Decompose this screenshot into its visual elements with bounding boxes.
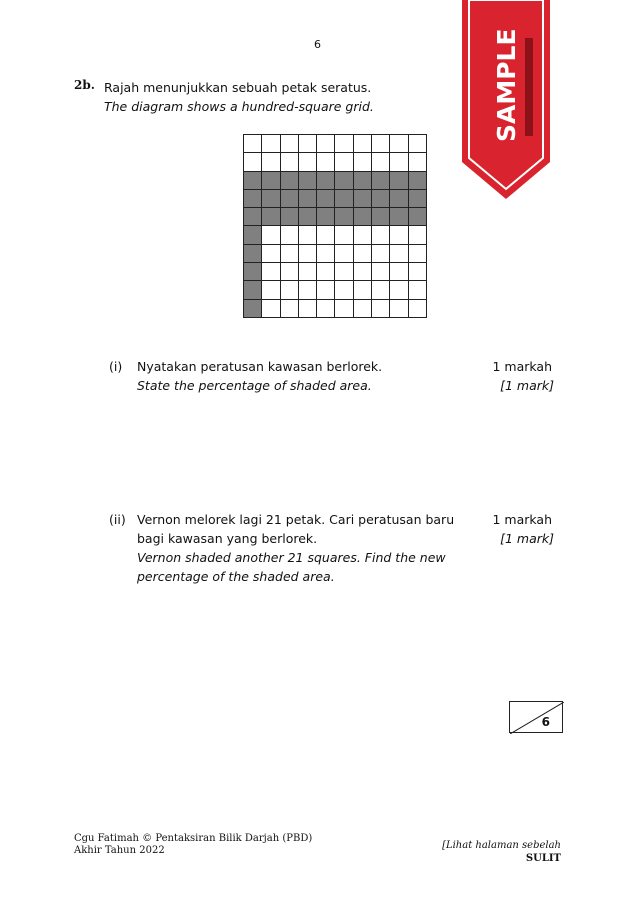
grid-cell: [390, 245, 408, 263]
footer-left-line1: Cgu Fatimah © Pentaksiran Bilik Darjah (PBD): [74, 833, 313, 844]
grid-cell: [317, 281, 335, 299]
grid-cell-shaded: [390, 208, 408, 226]
grid-cell: [281, 300, 299, 318]
grid-cell: [281, 153, 299, 171]
grid-cell-shaded: [409, 190, 427, 208]
grid-cell-shaded: [281, 172, 299, 190]
grid-cell: [299, 135, 317, 153]
grid-cell: [317, 263, 335, 281]
grid-cell: [262, 153, 280, 171]
part-ii-label: (ii): [109, 512, 126, 527]
grid-cell: [390, 135, 408, 153]
hundred-square-grid: [243, 134, 427, 318]
part-i-marks-malay: 1 markah: [492, 359, 552, 374]
part-ii-text-malay-2: bagi kawasan yang berlorek.: [137, 531, 318, 546]
grid-cell: [244, 153, 262, 171]
grid-cell: [335, 300, 353, 318]
part-ii-text-malay-1: Vernon melorek lagi 21 petak. Cari peratusan baru: [137, 512, 455, 527]
footer-right-line1: [Lihat halaman sebelah: [442, 840, 561, 851]
grid-cell-shaded: [317, 172, 335, 190]
question-text-english: The diagram shows a hundred-square grid.: [104, 99, 374, 114]
grid-cell: [281, 281, 299, 299]
grid-cell: [372, 135, 390, 153]
grid-cell: [299, 300, 317, 318]
grid-cell: [335, 281, 353, 299]
grid-cell: [262, 135, 280, 153]
grid-cell-shaded: [262, 190, 280, 208]
grid-cell-shaded: [354, 190, 372, 208]
grid-cell: [317, 135, 335, 153]
question-text-malay: Rajah menunjukkan sebuah petak seratus.: [104, 80, 372, 95]
sample-stamp: [461, 0, 551, 204]
grid-cell-shaded: [244, 281, 262, 299]
footer-left-line2: Akhir Tahun 2022: [74, 845, 165, 856]
grid-cell: [354, 153, 372, 171]
grid-cell: [281, 245, 299, 263]
grid-cell: [299, 281, 317, 299]
grid-cell: [281, 135, 299, 153]
grid-cell: [299, 226, 317, 244]
grid-cell-shaded: [317, 208, 335, 226]
grid-cell-shaded: [244, 263, 262, 281]
grid-cell: [390, 281, 408, 299]
grid-cell-shaded: [335, 190, 353, 208]
part-i-marks-english: [1 mark]: [500, 378, 554, 393]
grid-cell-shaded: [244, 172, 262, 190]
grid-cell: [354, 281, 372, 299]
grid-cell-shaded: [244, 208, 262, 226]
part-i-text-malay: Nyatakan peratusan kawasan berlorek.: [137, 359, 383, 374]
grid-cell: [372, 300, 390, 318]
grid-cell: [372, 153, 390, 171]
grid-cell-shaded: [409, 172, 427, 190]
grid-cell: [390, 300, 408, 318]
grid-cell: [262, 281, 280, 299]
grid-cell-shaded: [244, 226, 262, 244]
grid-cell: [354, 245, 372, 263]
grid-cell-shaded: [372, 208, 390, 226]
grid-cell: [335, 263, 353, 281]
grid-cell: [299, 245, 317, 263]
grid-cell: [262, 300, 280, 318]
grid-cell-shaded: [299, 172, 317, 190]
grid-cell: [354, 135, 372, 153]
grid-cell: [335, 226, 353, 244]
grid-cell-shaded: [281, 208, 299, 226]
mark-box: [509, 701, 563, 733]
grid-cell: [317, 245, 335, 263]
grid-cell: [372, 281, 390, 299]
grid-cell-shaded: [390, 172, 408, 190]
grid-cell: [409, 245, 427, 263]
stamp-side-strip: [525, 38, 533, 136]
grid-cell: [390, 153, 408, 171]
grid-cell-shaded: [317, 190, 335, 208]
grid-cell: [409, 300, 427, 318]
grid-cell-shaded: [244, 245, 262, 263]
grid-cell: [390, 263, 408, 281]
grid-cell: [317, 300, 335, 318]
part-ii-marks-malay: 1 markah: [492, 512, 552, 527]
grid-cell-shaded: [244, 190, 262, 208]
grid-cell: [335, 245, 353, 263]
grid-cell: [244, 135, 262, 153]
part-ii-marks-english: [1 mark]: [500, 531, 554, 546]
grid-cell: [409, 281, 427, 299]
grid-cell: [281, 263, 299, 281]
stamp-text: SAMPLE: [492, 28, 521, 142]
grid-cell-shaded: [390, 190, 408, 208]
grid-cell-shaded: [335, 208, 353, 226]
grid-cell: [390, 226, 408, 244]
grid-cell: [262, 245, 280, 263]
mark-box-total: 6: [541, 715, 550, 729]
grid-cell: [262, 226, 280, 244]
grid-cell-shaded: [299, 190, 317, 208]
grid-cell-shaded: [262, 208, 280, 226]
grid-cell: [317, 226, 335, 244]
page-number: 6: [314, 38, 321, 51]
grid-cell-shaded: [354, 172, 372, 190]
part-i-label: (i): [109, 359, 123, 374]
grid-cell: [299, 153, 317, 171]
grid-cell-shaded: [281, 190, 299, 208]
grid-cell: [409, 135, 427, 153]
grid-cell: [262, 263, 280, 281]
grid-cell: [409, 226, 427, 244]
grid-cell-shaded: [244, 300, 262, 318]
grid-cell-shaded: [372, 172, 390, 190]
grid-cell-shaded: [335, 172, 353, 190]
grid-cell-shaded: [299, 208, 317, 226]
grid-cell: [409, 263, 427, 281]
mark-box-diagonal: [510, 702, 564, 734]
grid-cell: [372, 226, 390, 244]
grid-cell-shaded: [409, 208, 427, 226]
grid-cell: [372, 263, 390, 281]
grid-cell: [354, 263, 372, 281]
grid-cell: [354, 226, 372, 244]
part-ii-text-english-1: Vernon shaded another 21 squares. Find the new: [137, 550, 446, 565]
part-ii-text-english-2: percentage of the shaded area.: [137, 569, 335, 584]
grid-cell: [299, 263, 317, 281]
grid-cell: [335, 135, 353, 153]
footer-right-line2: SULIT: [525, 853, 561, 864]
grid-cell: [409, 153, 427, 171]
grid-cell-shaded: [372, 190, 390, 208]
grid-cell: [281, 226, 299, 244]
grid-cell-shaded: [354, 208, 372, 226]
grid-cell: [372, 245, 390, 263]
question-number: 2b.: [74, 78, 95, 92]
part-i-text-english: State the percentage of shaded area.: [137, 378, 372, 393]
grid-cell-shaded: [262, 172, 280, 190]
grid-cell: [354, 300, 372, 318]
grid-cell: [335, 153, 353, 171]
grid-cell: [317, 153, 335, 171]
